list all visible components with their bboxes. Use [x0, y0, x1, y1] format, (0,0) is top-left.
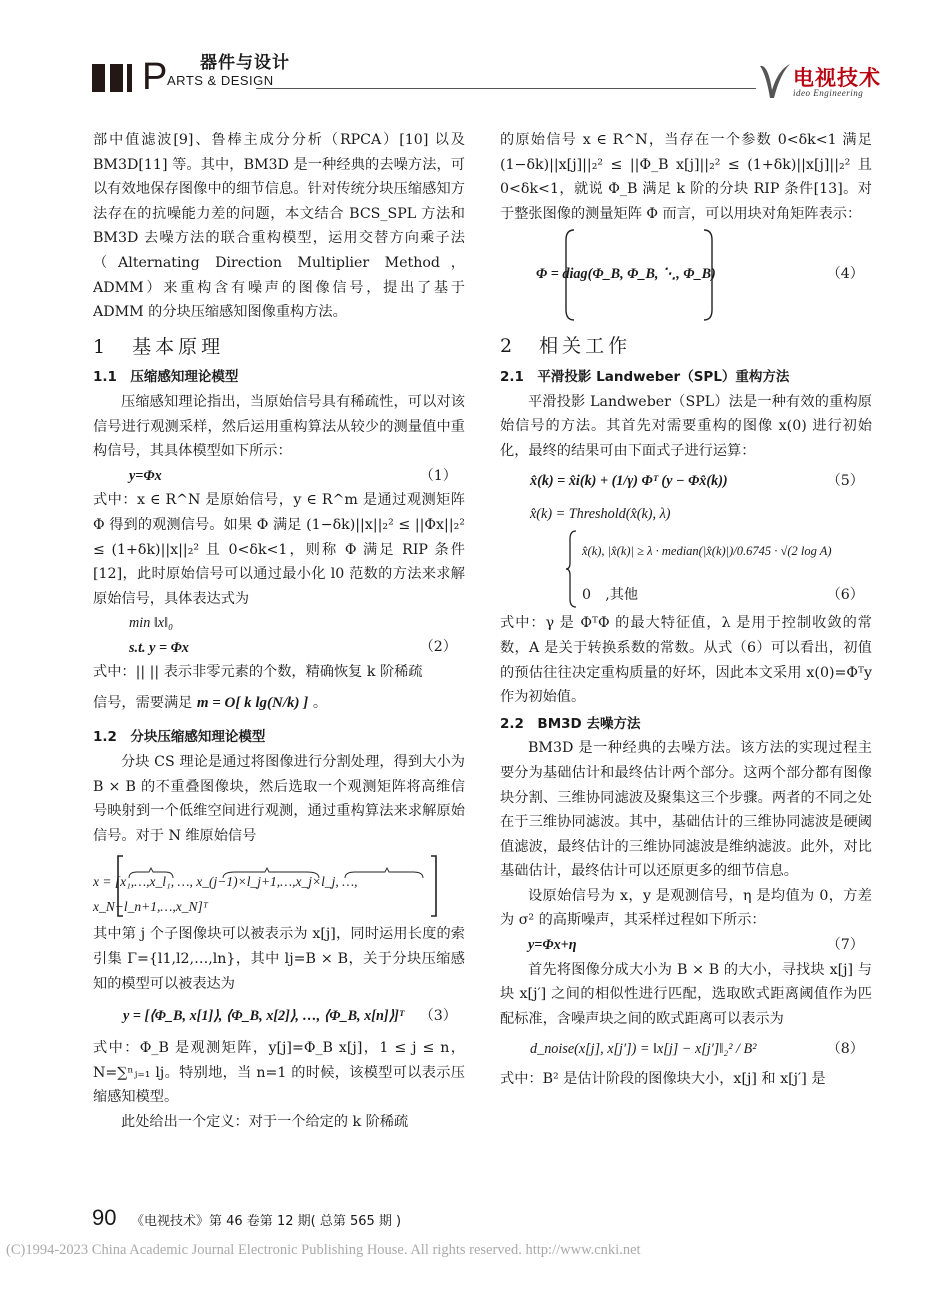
left-column — [93, 128, 465, 1135]
section-title-en: ARTS & DESIGN — [167, 73, 274, 88]
inline-formula: m = O[ k lg(N/k) ] — [196, 694, 309, 711]
header-rule — [256, 88, 756, 89]
header-bar-1 — [92, 64, 105, 92]
section-heading: 2 相关工作 — [500, 335, 632, 358]
equation-number: （6） — [826, 587, 864, 604]
equation-4 — [500, 226, 872, 324]
equation-text: 0 ,其他 — [582, 587, 639, 604]
paragraph: 此处给出一个定义：对于一个给定的 k 阶稀疏 — [121, 1114, 409, 1130]
equation-number: （1） — [419, 467, 457, 484]
equation-1 — [93, 464, 465, 489]
equation-number: （3） — [419, 1008, 457, 1025]
subsection-heading: 1.1 压缩感知理论模型 — [93, 369, 239, 386]
equation-5 — [500, 463, 872, 499]
paragraph: 式中：|| || 表示非零元素的个数，精确恢复 k 阶稀疏 — [93, 664, 423, 681]
equation-text: Φ = diag(Φ_B, Φ_B, ⋱, Φ_B) — [536, 266, 716, 283]
right-column — [500, 128, 872, 1092]
equation-text: d_noise(x[j], x[j′]) = ‖x[j] − x[j′]‖₂² / B² — [530, 1041, 757, 1058]
text: 。 — [312, 694, 328, 711]
journal-logo-cn: 电视技术 — [793, 66, 881, 90]
paragraph: 首先将图像分成大小为 B × B 的大小，寻找块 x[j] 与块 x[j′] 之间的相似性进行匹配，选取欧式距离阈值作为匹配标准，含噪声块之间的欧式距离可以表示为 — [500, 961, 872, 1027]
paragraph: 部中值滤波[9]、鲁棒主成分分析（RPCA）[10] 以及 BM3D[11] 等。其中，BM3D 是一种经典的去噪方法，可以有效地保存图像中的细节信息。针对传统分块压缩感知方法存在的抗噪能力差的问题，本文结合 BCS_SPL 方法和 BM3D 去噪方法的联合重构模型，运用交替方向乘子法（Alternating Direction Multiplier Method，ADMM）来重构含有噪声的图像信号，提出了基于 ADMM 的分块压缩感知图像重构方法。 — [93, 132, 465, 321]
header-bar-2 — [110, 64, 123, 92]
paragraph: BM3D 是一种经典的去噪方法。该方法的实现过程主要分为基础估计和最终估计两个部分。这两个部分都有图像块分割、三维协同滤波及聚集这三个步骤。两者的不同之处在于三维协同滤波。其中，基础估计的三维协同滤波是硬阈值滤波，最终估计的三维协同滤波是维纳滤波。此外，对比基础估计，最终估计可以还原更多的细节信息。 — [500, 740, 872, 880]
section-initial: P — [142, 56, 168, 98]
text: 信号，需要满足 — [93, 694, 193, 711]
journal-citation: 《电视技术》第 46 卷第 12 期( 总第 565 期 ) — [131, 1214, 402, 1229]
equation-8 — [500, 1031, 872, 1067]
journal-logo-en: ideo Engineering — [793, 88, 864, 98]
equation-text: x = [x₁,…,x_l₁, …, x_(j−1)×l_j+1,…,x_j×l_j, …, x_N−l_n+1,…,x_N]ᵀ — [93, 874, 358, 915]
paragraph: 式中：B² 是估计阶段的图像块大小，x[j] 和 x[j′] 是 — [500, 1071, 826, 1088]
equation-text: s.t. y = Φx — [129, 639, 189, 656]
page-number: 90 — [92, 1205, 117, 1230]
equation-number: （2） — [419, 639, 457, 656]
paragraph — [93, 691, 465, 716]
equation-number: （7） — [826, 937, 864, 954]
equation-number: （5） — [826, 473, 864, 490]
equation-text: x̂(k) = x̂i(k) + (1/γ) Φᵀ (y − Φx̂(k)) — [530, 473, 728, 490]
equation-3 — [93, 996, 465, 1036]
paragraph: 设原始信号为 x，y 是观测信号，η 是均值为 0，方差为 σ² 的高斯噪声，其采样过程如下所示： — [500, 887, 872, 929]
subsection-heading: 1.2 分块压缩感知理论模型 — [93, 729, 266, 746]
paragraph: 式中：γ 是 ΦᵀΦ 的最大特征值，λ 是用于控制收敛的常数，A 是关于转换系数的常数。从式（6）可以看出，初值的预估往往决定重构质量的好坏，因此本文采用 x(0)=Φᵀy 作为初始值。 — [500, 615, 872, 706]
paragraph: 式中：Φ_B 是观测矩阵，y[j]=Φ_B x[j]，1 ≤ j ≤ n，N=∑ⁿⱼ₌₁ lj。特别地，当 n=1 的时候，该模型可以表示压缩感知模型。 — [93, 1040, 465, 1106]
journal-logo-v-icon — [758, 60, 792, 100]
subsection-heading: 2.1 平滑投影 Landweber（SPL）重构方法 — [500, 368, 790, 385]
equation-x-vector — [93, 848, 465, 922]
equation-number: （4） — [826, 266, 864, 283]
paragraph: 的原始信号 x ∈ R^N，当存在一个参数 0<δk<1 满足 (1−δk)||x[j]||₂² ≤ ||Φ_B x[j]||₂² ≤ (1+δk)||x[j]||₂² 且 0<δk<1，就说 Φ_B 满足 k 阶的分块 RIP 条件[13]。对于整张图像的测量矩阵 Φ 而言，可以用块对角矩阵表示： — [500, 132, 872, 222]
paragraph: 式中：x ∈ R^N 是原始信号，y ∈ R^m 是通过观测矩阵 Φ 得到的观测信号。如果 Φ 满足 (1−δk)||x||₂² ≤ ||Φx||₂² ≤ (1+δk)||x||₂² 且 0<δk<1，则称 Φ 满足 RIP 条件[12]，此时原始信号可以通过最小化 l0 范数的方法来求解原始信号，具体表达式为 — [93, 492, 465, 607]
equation-text: y=Φx — [129, 467, 162, 484]
equation-text: y=Φx+η — [528, 937, 577, 954]
equation-text: min ‖x‖₀ — [129, 615, 174, 632]
brace-graphic — [566, 529, 578, 609]
paragraph: 压缩感知理论指出，当原始信号具有稀疏性，可以对该信号进行观测采样，然后运用重构算法从较少的测量值中重构信号，其具体模型如下所示： — [93, 393, 465, 460]
equation-text: x̂(k), |x̂(k)| ≥ λ · median(|x̂(k)|)/0.6745 · √(2 log A) — [582, 544, 832, 559]
equation-7 — [500, 933, 872, 958]
subsection-heading: 2.2 BM3D 去噪方法 — [500, 715, 641, 732]
copyright-watermark: (C)1994-2023 China Academic Journal Electronic Publishing House. All rights reserved. http://www.cnki.net — [6, 1242, 641, 1258]
equation-text: x̂(k) = Threshold(x̂(k), λ) — [530, 506, 671, 523]
section-title-cn: 器件与设计 — [200, 53, 290, 73]
equation-2 — [93, 611, 465, 660]
paragraph: 其中第 j 个子图像块可以被表示为 x[j]，同时运用长度的索引集 Γ={l1,l2,…,ln}，其中 lj=B × B，关于分块压缩感知的模型可以被表达为 — [93, 926, 465, 992]
header-bar-3 — [127, 64, 132, 92]
paragraph: 分块 CS 理论是通过将图像进行分割处理，得到大小为 B × B 的不重叠图像块，然后选取一个观测矩阵将高维信号映射到一个低维空间进行观测，通过重构算法来求解原始信号。对于 N 维原始信号 — [93, 754, 465, 844]
equation-text: y = [⟨Φ_B, x[1]⟩, ⟨Φ_B, x[2]⟩, …, ⟨Φ_B, x[n]⟩]ᵀ — [123, 1008, 404, 1025]
equation-6 — [500, 499, 872, 611]
section-heading: 1 基本原理 — [93, 335, 225, 358]
paragraph: 平滑投影 Landweber（SPL）法是一种有效的重构原始信号的方法。其首先对需要重构的图像 x(0) 进行初始化，最终的结果可由下面式子进行运算： — [500, 393, 872, 459]
equation-number: （8） — [826, 1041, 864, 1058]
